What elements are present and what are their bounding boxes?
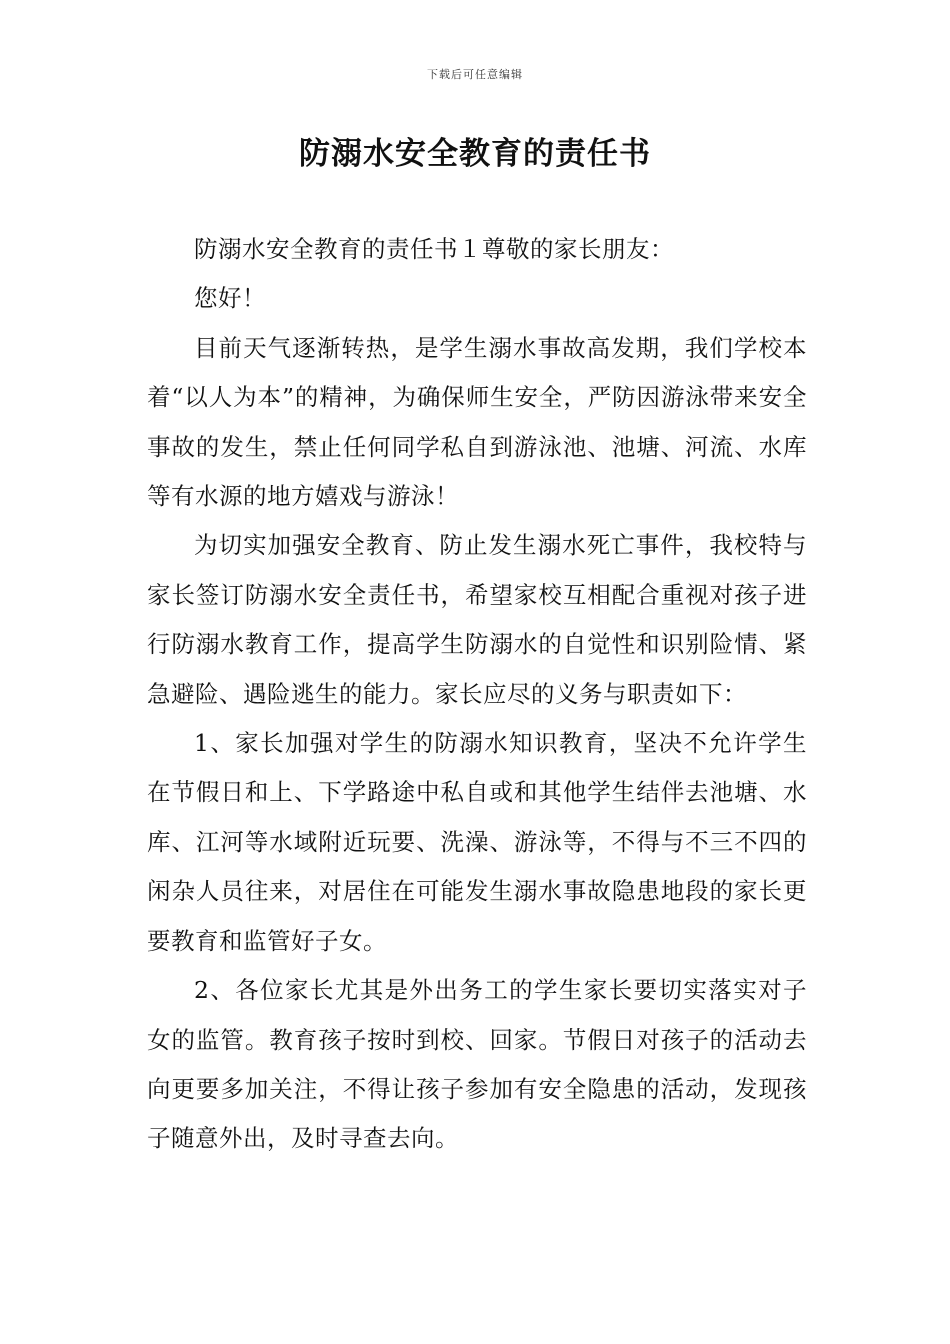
header-note: 下载后可任意编辑	[427, 68, 523, 81]
paragraph-greeting-line: 防溺水安全教育的责任书１尊敬的家长朋友：	[194, 235, 674, 263]
paragraph-duty-1: 1、家长加强对学生的防溺水知识教育，坚决不允许学生在节假日和上、下学路途中私自或和其他学生结伴去池塘、水库、江河等水域附近玩要、洗澡、游泳等，不得与不三不四的闲杂人员往来，对居住在可能发生溺水事故隐患地段的家长更要教育和监管好子女。	[147, 729, 807, 955]
paragraph-intro: 目前天气逐渐转热，是学生溺水事故高发期，我们学校本着“以人为本”的精神，为确保师生安全，严防因游泳带来安全事故的发生，禁止任何同学私自到游泳池、池塘、河流、水库等有水源的地方嬉戏与游泳！	[147, 333, 807, 511]
document-body	[147, 225, 807, 1164]
document-title: 防溺水安全教育的责任书	[299, 136, 651, 172]
paragraph-purpose: 为切实加强安全教育、防止发生溺水死亡事件，我校特与家长签订防溺水安全责任书，希望家校互相配合重视对孩子进行防溺水教育工作，提高学生防溺水的自觉性和识别险情、紧急避险、遇险逃生的能力。家长应尽的义务与职责如下：	[147, 531, 807, 708]
paragraph-duty-2: 2、各位家长尤其是外出务工的学生家长要切实落实对子女的监管。教育孩子按时到校、回家。节假日对孩子的活动去向更要多加关注，不得让孩子参加有安全隐患的活动，发现孩子随意外出，及时寻查去向。	[147, 976, 807, 1153]
paragraph-salutation: 您好！	[194, 284, 266, 313]
